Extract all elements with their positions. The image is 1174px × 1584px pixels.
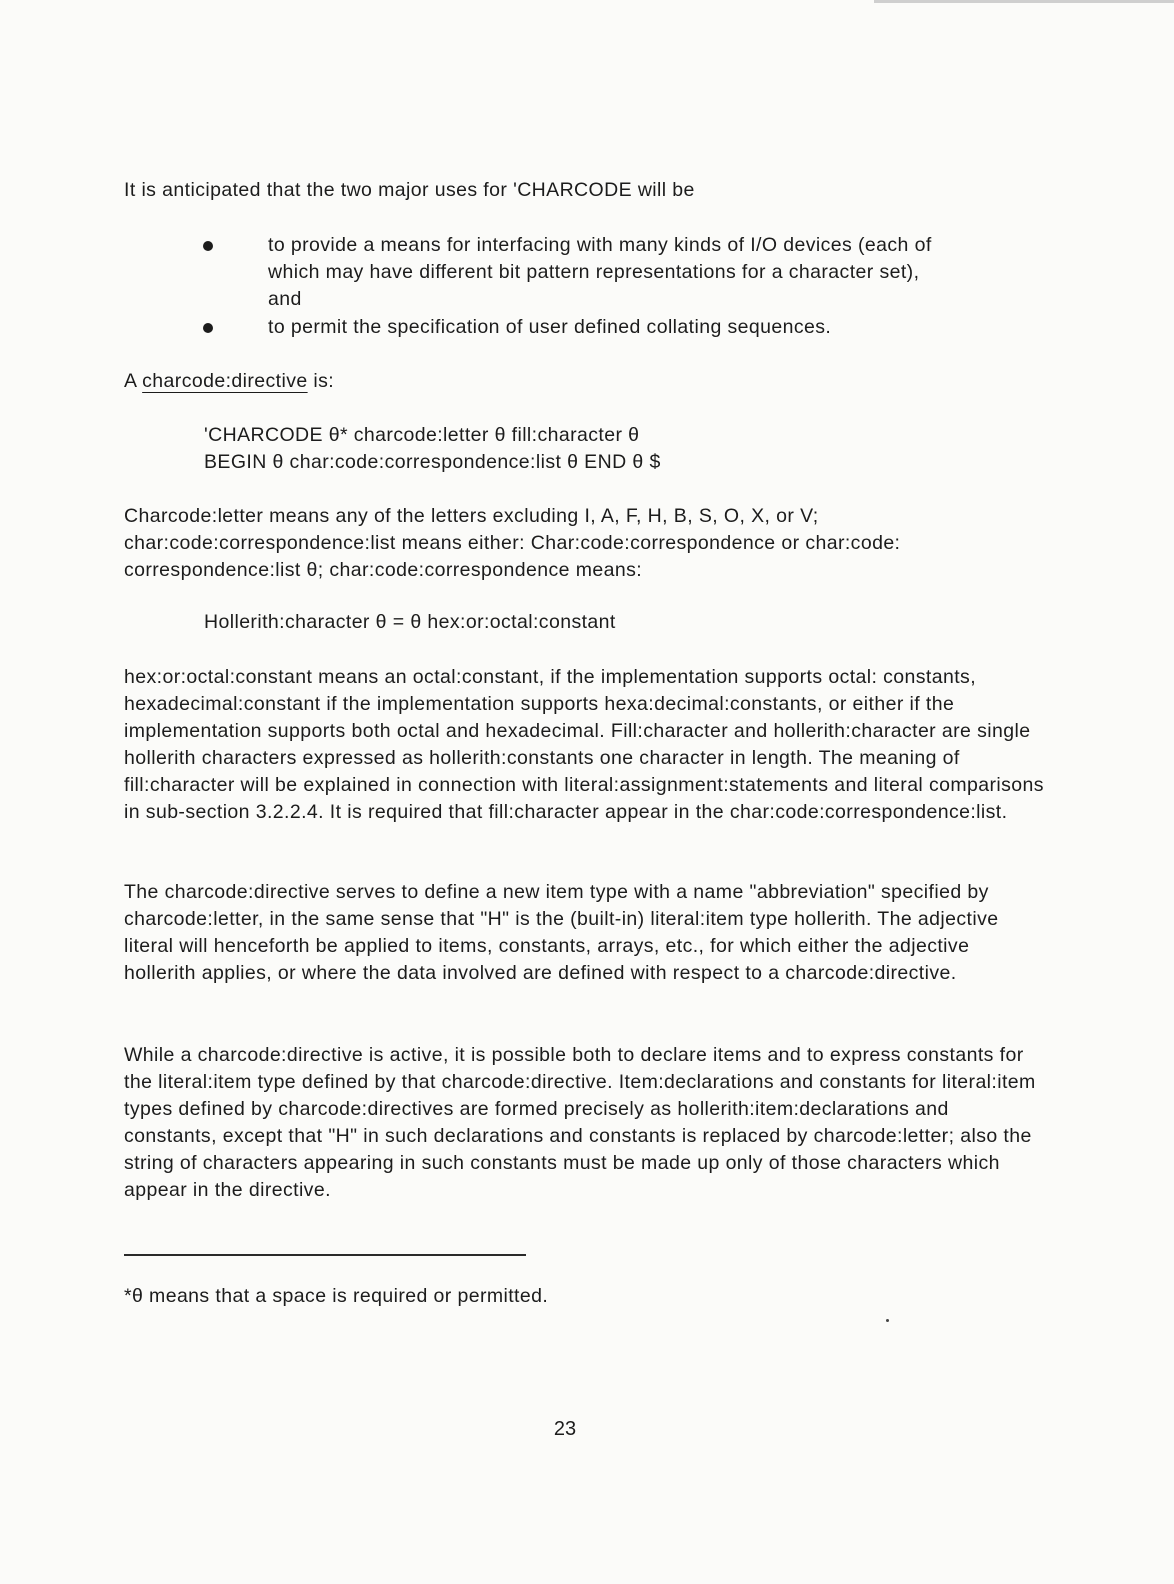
paragraph-charcode-letter: Charcode:letter means any of the letters excluding I, A, F, H, B, S, O, X, or V; char:code:correspondence:list means either: Char:code:correspondence or char:code: correspondence:list θ; char:code:correspondence means: (124, 505, 901, 581)
bullet-item-1: to provide a means for interfacing with many kinds of I/O devices (each of which may have different bit pattern representations for a character set), and (268, 234, 932, 310)
bullet-icon (203, 323, 213, 333)
definition-line (124, 368, 334, 395)
definition-prefix: A (124, 370, 143, 392)
definition-term: charcode:directive (142, 370, 308, 392)
footnote: *θ means that a space is required or permitted. (124, 1285, 549, 1307)
syntax-line-2: BEGIN θ char:code:correspondence:list θ END θ $ (204, 451, 661, 473)
intro-line: It is anticipated that the two major uses for 'CHARCODE will be (124, 179, 695, 201)
syntax-line-1: 'CHARCODE θ* charcode:letter θ fill:character θ (204, 424, 640, 446)
footnote-rule (124, 1254, 526, 1256)
scan-edge (874, 0, 1174, 3)
bullet-item-2: to permit the specification of user defined collating sequences. (268, 316, 832, 338)
paragraph-charcode-directive: The charcode:directive serves to define a new item type with a name "abbreviation" specified by charcode:letter, in the same sense that "H" is the (built-in) literal:item type hollerith. The adjective literal will henceforth be applied to items, constants, arrays, etc., for which either the adjective hollerith applies, or where the data involved are defined with respect to a charcode:directive. (124, 881, 999, 984)
page-number: 23 (553, 1418, 577, 1440)
bullet-icon (203, 241, 213, 251)
correspondence-formula: Hollerith:character θ = θ hex:or:octal:constant (204, 611, 616, 633)
definition-suffix: is: (307, 370, 335, 392)
scan-speck (886, 1319, 889, 1322)
paragraph-hex-octal: hex:or:octal:constant means an octal:constant, if the implementation supports octal: constants, hexadecimal:constant if the implementation supports hexa:decimal:constants, or either if the implementation supports both octal and hexadecimal. Fill:character and hollerith:character are single hollerith characters expressed as hollerith:constants one character in length. The meaning of fill:character will be explained in connection with literal:assignment:statements and literal comparisons in sub-section 3.2.2.4. It is required that fill:character appear in the char:code:correspondence:list. (124, 666, 1044, 823)
paragraph-active-directive: While a charcode:directive is active, it is possible both to declare items and to express constants for the literal:item type defined by that charcode:directive. Item:declarations and constants for literal:item types defined by charcode:directives are formed precisely as hollerith:item:declarations and constants, except that "H" in such declarations and constants is replaced by charcode:letter; also the string of characters appearing in such constants must be made up only of those characters which appear in the directive. (124, 1044, 1036, 1201)
